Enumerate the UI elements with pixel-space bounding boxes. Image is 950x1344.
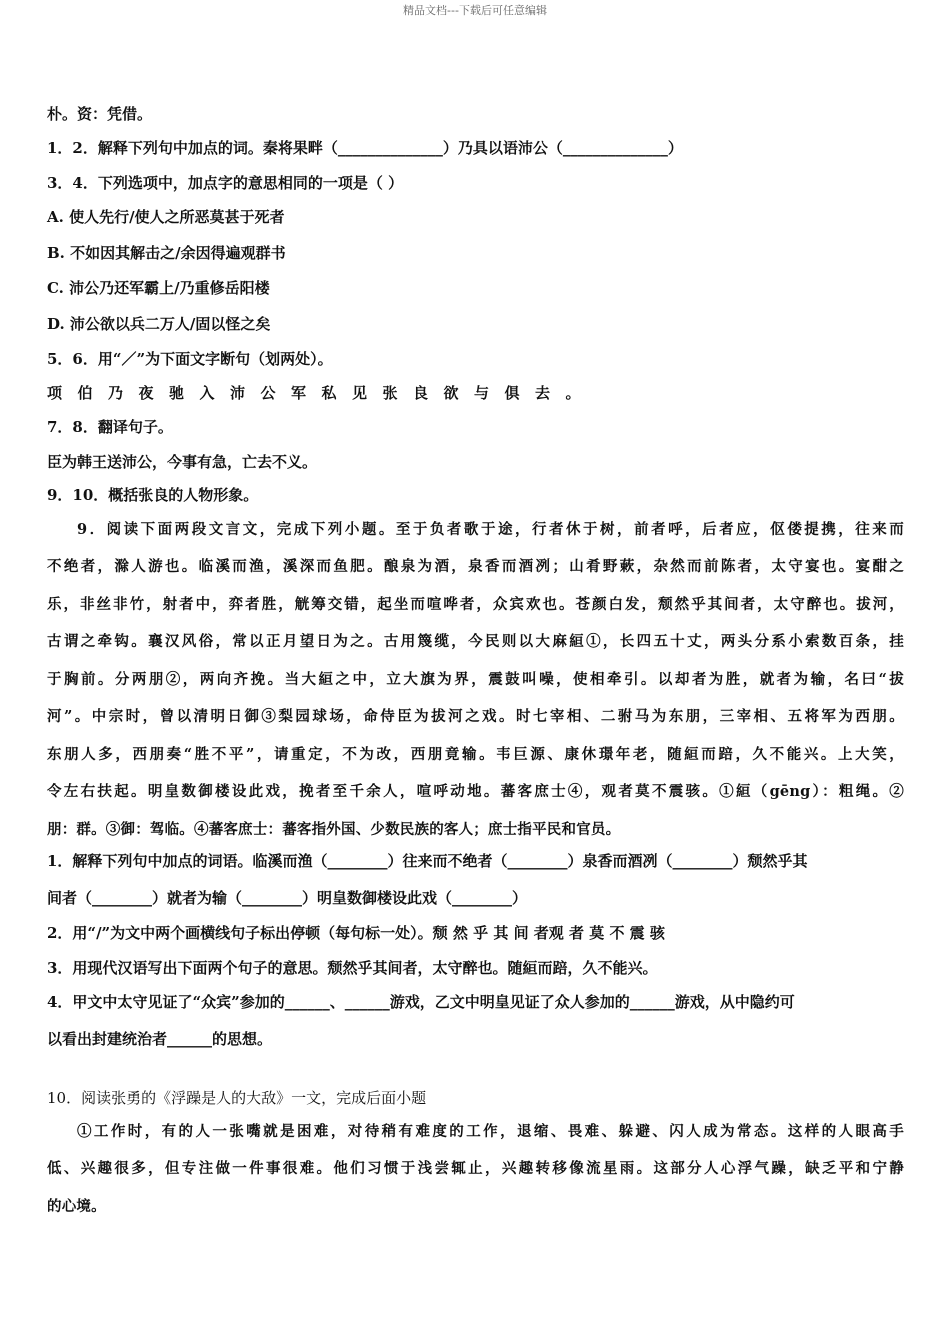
question-line: 以看出封建统治者______的思想。 (47, 1030, 273, 1048)
section-10-title: 10．阅读张勇的《浮躁是人的大敌》一文，完成后面小题 (47, 1089, 427, 1107)
passage-footnote: 朋：群。③御：驾临。④蕃客庶士：蕃客指外国、少数民族的客人；庶士指平民和官员。 (47, 821, 621, 838)
passage-line: 乐，非丝非竹，射者中，弈者胜，觥筹交错，起坐而喧哗者，众宾欢也。苍颜白发，颓然乎其间者，太守醉也。拔河， (47, 596, 904, 613)
question-line: 间者（________）就者为输（________）明皇数御楼设此戏（________） (47, 889, 528, 907)
question-line: 3．用现代汉语写出下面两个句子的意思。颓然乎其间者，太守醉也。随絙而踣，久不能兴。 (47, 959, 658, 977)
passage-line: 东朋人多，西朋奏“胜不平”，请重定，不为改，西朋竟输。韦巨源、康休璟年老，随絙而踣，久不能兴。上大笑， (47, 746, 904, 763)
note-line: 朴。资：凭借。 (47, 105, 153, 123)
passage-line: 于胸前。分两朋②，两向齐挽。当大絙之中，立大旗为界，震鼓叫噪，使相牵引。以却者为胜，就者为输，名曰“拔 (47, 671, 904, 688)
option-a: A. 使人先行/使人之所恶莫甚于死者 (47, 208, 285, 226)
option-b: B. 不如因其解击之/余因得遍观群书 (47, 244, 286, 262)
question-5-6: 5．6．用“／”为下面文字断句（划两处）。 (47, 350, 333, 368)
passage-line: 河”。中宗时，曾以清明日御③梨园球场，命侍臣为拔河之戏。时七宰相、二驸马为东朋，三宰相、五将军为西朋。 (47, 708, 904, 725)
page-header: 精品文档---下载后可任意编辑 (403, 4, 547, 17)
passage-line: 低、兴趣很多，但专注做一件事很难。他们习惯于浅尝辄止，兴趣转移像流星雨。这部分人心浮气躁，缺乏平和宁静 (47, 1160, 904, 1177)
passage-line: 古谓之牵钩。襄汉风俗，常以正月望日为之。古用篾缆，今民则以大麻絙①，长四五十丈，两头分系小索数百条，挂 (47, 633, 904, 650)
option-c: C. 沛公乃还军霸上/乃重修岳阳楼 (47, 279, 270, 297)
passage-line: 令左右扶起。明皇数御楼设此戏，挽者至千余人，喧呼动地。蕃客庶士④，观者莫不震骇。①絙（gēng）：粗绳。② (47, 783, 904, 800)
passage-line: 的心境。 (47, 1198, 106, 1215)
question-7-8: 7．8．翻译句子。 (47, 418, 173, 436)
passage-line: 不绝者，滁人游也。临溪而渔，溪深而鱼肥。酿泉为酒，泉香而酒冽；山肴野蔌，杂然而前陈者，太守宴也。宴酣之 (47, 558, 904, 575)
question-line: 2．用“/”为文中两个画横线句子标出停顿（每句标一处）。颓 然 乎 其 间 者观 者 莫 不 震 骇 (47, 924, 665, 942)
question-line: 1．解释下列句中加点的词语。临溪而渔（________）往来而不绝者（________）泉香而酒冽（________）颓然乎其 (47, 852, 808, 870)
sentence-to-punctuate: 项伯乃夜驰入沛公军私见张良欲与俱去。 (47, 384, 597, 402)
passage-line: ①工作时，有的人一张嘴就是困难，对待稍有难度的工作，退缩、畏难、躲避、闪人成为常态。这样的人眼高手 (77, 1123, 904, 1140)
sentence-to-translate: 臣为韩王送沛公，今事有急，亡去不义。 (47, 453, 318, 471)
question-9-10: 9．10．概括张良的人物形象。 (47, 486, 259, 504)
question-3-4: 3．4．下列选项中，加点字的意思相同的一项是（ ） (47, 174, 404, 192)
question-line: 4．甲文中太守见证了“众宾”参加的______、______游戏，乙文中明皇见证了众人参加的______游戏，从中隐约可 (47, 993, 795, 1011)
passage-line: 9．阅读下面两段文言文，完成下列小题。至于负者歌于途，行者休于树，前者呼，后者应，伛偻提携，往来而 (77, 521, 904, 538)
option-d: D. 沛公欲以兵二万人/固以怪之矣 (47, 315, 271, 333)
question-1-2: 1．2．解释下列句中加点的词。秦将果畔（______________）乃具以语沛公（______________） (47, 139, 683, 157)
